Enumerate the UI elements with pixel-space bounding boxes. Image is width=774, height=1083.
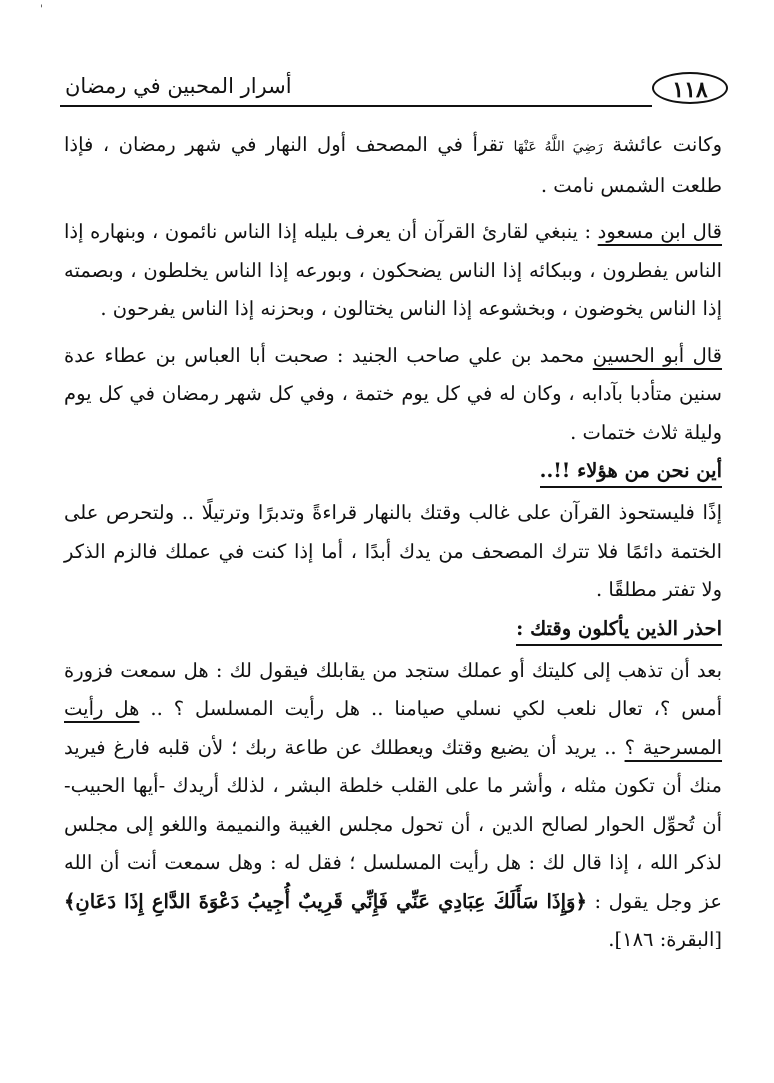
book-title: أسرار المحبين في رمضان: [65, 74, 292, 98]
p1-text-a: وكانت عائشة: [612, 133, 723, 156]
honorific-glyph: رَضِيَ اللَّهُ عَنْهَا: [513, 139, 603, 155]
quran-verse: ﴿وَإِذَا سَأَلَكَ عِبَادِي عَنِّي فَإِنِّي قَرِيبٌ أُجِيبُ دَعْوَةَ الدَّاعِ إِذَا دَعَانِ﴾: [64, 889, 587, 913]
section-heading-1: أين نحن من هؤلاء !!..: [540, 456, 722, 488]
p5-underlined: هل رأيت المسرحية ؟: [64, 697, 723, 759]
paragraph-ibn-masud: [64, 213, 722, 329]
verse-reference: [البقرة: ١٨٦].: [608, 928, 722, 951]
page-number: ١١٨: [652, 72, 728, 104]
page-header: [40, 72, 728, 108]
page-body: [64, 126, 722, 960]
section-heading-2: احذر الذين يأكلون وقتك :: [516, 614, 722, 646]
speaker-ibn-masud: قال ابن مسعود: [597, 220, 722, 243]
paragraph-quran-time: [64, 494, 722, 610]
speaker-abu-al-husayn: قال أبو الحسين: [592, 343, 723, 367]
paragraph-abu-al-husayn: [64, 337, 722, 453]
heading-where-are-we: [64, 452, 722, 494]
header-rule: [60, 105, 652, 107]
p5-text-b: .. يريد أن يضيع وقتك ويعطلك عن طاعة ربك ؛ لأن قلبه فارغ فيريد منك أن تكون مثله ، وأشر ما على القلب خلطة البشر ، لذلك أريدك -أيها الحبيب- أن تُحوِّل الحوار لصالح الدين ، أن تحول مجلس الغيبة والنميمة واللغو إلى مجلس لذكر الله ، إذا قال لك : هل رأيت المسلسل ؛ فقل له : وهل سمعت أنت أن الله عز وجل يقول :: [64, 735, 722, 913]
heading-time-wasters: [64, 610, 722, 652]
p3-text: محمد بن علي صاحب الجنيد : صحبت أبا العباس بن عطاء عدة سنين متأدبا بآدابه ، وكان له في كل يوم ختمة ، وفي كل شهر رمضان في كل يوم وليلة ثلاث ختمات .: [64, 343, 722, 444]
p4-text: إذًا فليستحوذ القرآن على غالب وقتك بالنهار قراءةً وتدبرًا وترتيلًا .. ولتحرص على الختمة دائمًا فلا تترك المصحف من يدك أبدًا ، أما إذا كنت في عملك فالزم الذكر ولا تفتر مطلقًا .: [64, 501, 722, 601]
paragraph-aisha: [64, 126, 722, 205]
paragraph-time-wasters: [64, 652, 722, 960]
margin-mark: ': [40, 4, 43, 15]
p2-text: : ينبغي لقارئ القرآن أن يعرف بليله إذا الناس نائمون ، وبنهاره إذا الناس يفطرون ، وببكائه إذا الناس يضحكون ، وبورعه إذا الناس يخلطون ، وبصمته إذا الناس يخوضون ، وبخشوعه إذا الناس يختالون ، وبحزنه إذا الناس يفرحون .: [64, 220, 722, 320]
p5-text-a: بعد أن تذهب إلى كليتك أو عملك ستجد من يقابلك فيقول لك : هل سمعت فزورة أمس ؟، تعال نلعب لكي نسلي صيامنا .. هل رأيت المسلسل ؟ ..: [64, 658, 722, 720]
p1-text-b: تقرأ في المصحف أول النهار في شهر رمضان ، فإذا طلعت الشمس نامت .: [64, 133, 722, 197]
